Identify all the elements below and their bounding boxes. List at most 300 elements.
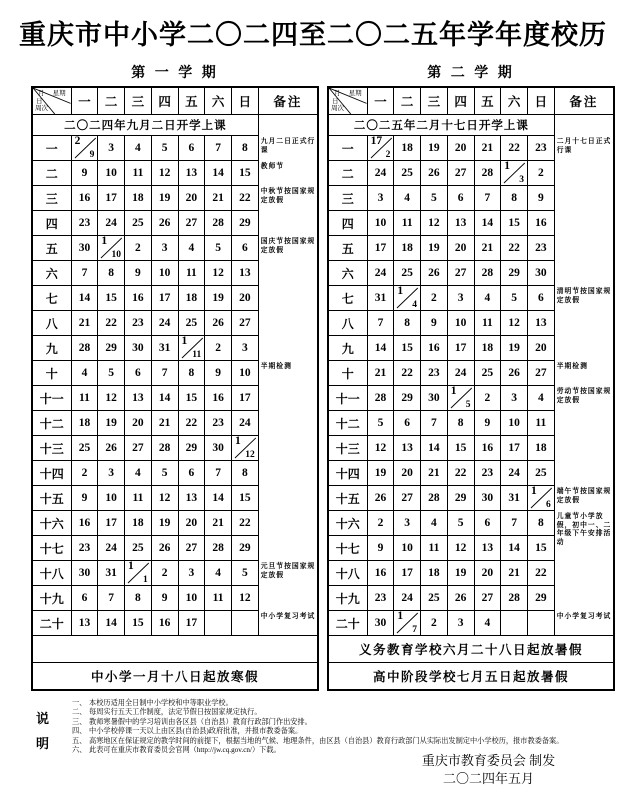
calendar-day-cell: 11 xyxy=(474,311,501,336)
calendar-day-cell: 26 xyxy=(151,536,178,561)
calendar-day-cell: 6 xyxy=(447,186,474,211)
calendar-day-cell: 27 xyxy=(447,161,474,186)
calendar-day-cell: 7 xyxy=(421,411,448,436)
week-number-label: 十 xyxy=(328,361,367,386)
calendar-day-cell: 19 xyxy=(501,336,528,361)
calendar-day-cell: 26 xyxy=(501,361,528,386)
calendar-day-cell: 12 xyxy=(447,536,474,561)
month-transition-cell xyxy=(394,611,420,635)
remark-note: 中小学复习考试 xyxy=(556,613,612,620)
week-number-label: 五 xyxy=(328,236,367,261)
calendar-day-cell: 13 xyxy=(125,386,152,411)
calendar-day-cell: 21 xyxy=(474,136,501,161)
weekday-header: 四 xyxy=(447,87,474,115)
remark-note: 半期检测 xyxy=(556,363,588,370)
calendar-day-cell: 11 xyxy=(125,486,152,511)
calendar-day-cell: 3 xyxy=(367,186,394,211)
calendar-day-cell: 4 xyxy=(71,361,98,386)
calendar-day-cell: 23 xyxy=(474,461,501,486)
calendar-day-cell: 18 xyxy=(527,436,554,461)
month-transition-cell xyxy=(98,236,124,260)
month-transition-cell xyxy=(448,386,474,410)
calendar-day-cell: 4 xyxy=(125,136,152,161)
day-number: 1 xyxy=(181,335,188,347)
calendar-day-cell: 28 xyxy=(421,486,448,511)
calendar-day-cell: 2 xyxy=(527,161,554,186)
week-number-label: 三 xyxy=(32,186,71,211)
calendar-day-cell: 28 xyxy=(71,336,98,361)
calendar-day-cell: 10 xyxy=(98,161,125,186)
legend-item xyxy=(72,737,602,746)
legend-items xyxy=(72,699,602,755)
legend-item xyxy=(72,727,602,736)
calendar-day-cell: 19 xyxy=(447,561,474,586)
calendar-day-cell: 16 xyxy=(151,611,178,636)
calendar-day-cell: 9 xyxy=(421,311,448,336)
calendar-day-cell xyxy=(231,611,258,636)
calendar-day-cell: 4 xyxy=(394,186,421,211)
calendar-day-cell: 3 xyxy=(98,461,125,486)
calendar-day-cell: 29 xyxy=(527,586,554,611)
calendar-day-cell: 9 xyxy=(527,186,554,211)
remark-note: 儿童节小学放假，初中一、二年级下午安排活动 xyxy=(556,513,612,546)
calendar-day-cell: 20 xyxy=(231,286,258,311)
calendar-day-cell: 29 xyxy=(231,536,258,561)
calendar-day-cell: 14 xyxy=(205,486,232,511)
new-month-number: 12 xyxy=(245,450,255,460)
calendar-day-cell: 6 xyxy=(178,461,205,486)
calendar-day-cell: 17 xyxy=(178,611,205,636)
calendar-day-cell: 24 xyxy=(98,536,125,561)
calendar-day-cell: 19 xyxy=(367,461,394,486)
calendar-day-cell: 18 xyxy=(125,511,152,536)
table-footer-note: 高中阶段学校七月五日起放暑假 xyxy=(328,663,614,691)
calendar-day-cell: 3 xyxy=(447,611,474,636)
weekday-header: 二 xyxy=(394,87,421,115)
calendar-day-cell: 20 xyxy=(447,236,474,261)
calendar-day-cell: 22 xyxy=(527,561,554,586)
calendar-day-cell: 9 xyxy=(71,486,98,511)
calendar-day-cell: 5 xyxy=(447,511,474,536)
calendar-day-cell: 10 xyxy=(394,536,421,561)
week-number-label: 二 xyxy=(328,161,367,186)
calendar-day-cell: 15 xyxy=(125,611,152,636)
calendar-day-cell xyxy=(125,561,152,586)
corner-cell xyxy=(32,87,71,115)
calendar-day-cell xyxy=(98,236,125,261)
opening-announcement: 二〇二四年九月二日开学上课 xyxy=(32,115,258,136)
calendar-day-cell: 18 xyxy=(125,186,152,211)
calendar-day-cell: 15 xyxy=(98,286,125,311)
calendar-day-cell: 26 xyxy=(151,211,178,236)
calendar-day-cell: 15 xyxy=(394,336,421,361)
calendar-day-cell: 17 xyxy=(394,561,421,586)
calendar-day-cell: 5 xyxy=(421,186,448,211)
calendar-day-cell: 21 xyxy=(367,361,394,386)
calendar-day-cell: 8 xyxy=(527,511,554,536)
calendar-day-cell: 24 xyxy=(447,361,474,386)
calendar-day-cell: 15 xyxy=(231,161,258,186)
calendar-day-cell: 31 xyxy=(151,336,178,361)
week-number-label: 四 xyxy=(328,211,367,236)
calendar-day-cell: 30 xyxy=(71,561,98,586)
remark-note: 教师节 xyxy=(260,163,285,170)
calendar-day-cell: 10 xyxy=(447,311,474,336)
calendar-day-cell: 10 xyxy=(178,586,205,611)
calendar-day-cell: 10 xyxy=(98,486,125,511)
calendar-day-cell: 24 xyxy=(367,261,394,286)
calendar-day-cell: 15 xyxy=(178,386,205,411)
day-number: 1 xyxy=(397,610,404,622)
calendar-day-cell: 2 xyxy=(421,286,448,311)
calendar-day-cell: 26 xyxy=(205,311,232,336)
weekday-header: 日 xyxy=(527,87,554,115)
corner-cell xyxy=(328,87,367,115)
week-number-label: 三 xyxy=(328,186,367,211)
week-number-label: 十七 xyxy=(328,536,367,561)
remark-note: 中小学复习考试 xyxy=(260,613,316,620)
calendar-day-cell: 26 xyxy=(421,161,448,186)
calendar-day-cell: 28 xyxy=(205,211,232,236)
calendar-day-cell: 17 xyxy=(98,186,125,211)
calendar-day-cell: 30 xyxy=(205,436,232,461)
calendar-day-cell xyxy=(527,611,554,636)
calendar-day-cell: 13 xyxy=(474,536,501,561)
calendar-day-cell: 30 xyxy=(474,486,501,511)
week-number-label: 六 xyxy=(32,261,71,286)
calendar-day-cell: 23 xyxy=(71,211,98,236)
week-number-label: 二 xyxy=(32,161,71,186)
calendar-day-cell: 23 xyxy=(367,586,394,611)
legend-item-number: 六、 xyxy=(72,746,87,755)
calendar-day-cell: 25 xyxy=(527,461,554,486)
calendar-day-cell: 30 xyxy=(367,611,394,636)
calendar-day-cell: 9 xyxy=(71,161,98,186)
day-number: 1 xyxy=(450,385,457,397)
semester-block-second xyxy=(327,62,615,691)
calendar-day-cell: 4 xyxy=(178,236,205,261)
legend-item-number: 二、 xyxy=(72,708,87,717)
corner-weekno-label: 周次 xyxy=(35,104,48,112)
calendar-day-cell: 19 xyxy=(421,236,448,261)
calendar-day-cell: 11 xyxy=(178,261,205,286)
calendar-day-cell: 16 xyxy=(71,511,98,536)
calendar-day-cell: 22 xyxy=(231,186,258,211)
week-number-label: 十九 xyxy=(32,586,71,611)
calendar-day-cell: 18 xyxy=(71,411,98,436)
calendar-day-cell: 22 xyxy=(231,511,258,536)
week-number-label: 十六 xyxy=(32,511,71,536)
week-number-label: 十七 xyxy=(32,536,71,561)
calendar-day-cell: 12 xyxy=(501,311,528,336)
issuer-block xyxy=(381,752,596,788)
week-number-label: 一 xyxy=(32,136,71,161)
weekday-header: 日 xyxy=(231,87,258,115)
calendar-day-cell: 11 xyxy=(205,586,232,611)
calendar-day-cell: 25 xyxy=(421,586,448,611)
calendar-day-cell: 29 xyxy=(178,436,205,461)
opening-announcement: 二〇二五年二月十七日开学上课 xyxy=(328,115,554,136)
calendar-day-cell: 21 xyxy=(474,236,501,261)
calendar-day-cell: 2 xyxy=(474,386,501,411)
day-number: 2 xyxy=(74,135,81,147)
calendar-day-cell: 25 xyxy=(125,536,152,561)
calendar-day-cell: 27 xyxy=(447,261,474,286)
calendar-table-first xyxy=(31,86,319,691)
day-number: 17 xyxy=(370,135,383,147)
calendar-day-cell: 13 xyxy=(178,486,205,511)
calendar-day-cell: 9 xyxy=(474,411,501,436)
calendar-day-cell: 14 xyxy=(98,611,125,636)
legend-item xyxy=(72,718,602,727)
legend-item-number: 五、 xyxy=(72,736,87,745)
calendar-day-cell: 24 xyxy=(394,586,421,611)
remark-note: 二月十七日正式行课 xyxy=(556,138,612,154)
calendar-day-cell: 18 xyxy=(394,136,421,161)
month-transition-cell xyxy=(232,436,258,460)
week-number-label: 十八 xyxy=(32,561,71,586)
week-number-label: 二十 xyxy=(32,611,71,636)
new-month-number: 1 xyxy=(143,575,148,585)
calendar-day-cell: 30 xyxy=(125,336,152,361)
calendar-day-cell: 29 xyxy=(394,386,421,411)
legend-section xyxy=(36,699,626,755)
week-number-label: 十一 xyxy=(32,386,71,411)
calendar-day-cell: 15 xyxy=(501,211,528,236)
calendar-day-cell: 28 xyxy=(474,261,501,286)
calendar-day-cell xyxy=(527,486,554,511)
remark-note: 清明节按国家规定放假 xyxy=(556,288,612,304)
corner-weekday-label: 星期 xyxy=(52,90,66,97)
calendar-day-cell: 28 xyxy=(474,161,501,186)
calendar-day-cell: 9 xyxy=(125,261,152,286)
calendar-day-cell: 5 xyxy=(98,361,125,386)
calendar-day-cell: 21 xyxy=(205,511,232,536)
remark-note: 端午节按国家规定放假 xyxy=(556,488,612,504)
calendar-day-cell xyxy=(394,286,421,311)
table-footer-note xyxy=(32,636,318,663)
week-number-label: 七 xyxy=(32,286,71,311)
remark-note: 元旦节按国家规定放假 xyxy=(260,563,316,579)
corner-weekday-label: 星期 xyxy=(348,90,362,97)
calendar-day-cell: 2 xyxy=(421,611,448,636)
calendar-day-cell: 16 xyxy=(527,211,554,236)
legend-item-number: 一、 xyxy=(72,699,87,707)
calendar-day-cell: 16 xyxy=(205,386,232,411)
calendar-day-cell: 25 xyxy=(394,261,421,286)
calendar-day-cell: 9 xyxy=(367,536,394,561)
corner-day-label: 日 xyxy=(36,98,43,105)
calendar-day-cell xyxy=(231,436,258,461)
calendar-day-cell: 25 xyxy=(394,161,421,186)
calendar-day-cell: 27 xyxy=(474,586,501,611)
weekday-header: 六 xyxy=(205,87,232,115)
calendar-day-cell: 18 xyxy=(394,236,421,261)
legend-label-char: 说 xyxy=(36,711,50,726)
calendar-day-cell: 22 xyxy=(501,136,528,161)
calendar-day-cell: 17 xyxy=(151,286,178,311)
calendar-day-cell: 8 xyxy=(447,411,474,436)
calendar-day-cell: 17 xyxy=(501,436,528,461)
weekday-header: 四 xyxy=(151,87,178,115)
calendar-day-cell: 28 xyxy=(501,586,528,611)
calendar-day-cell: 14 xyxy=(367,336,394,361)
calendar-day-cell: 18 xyxy=(178,286,205,311)
day-number: 1 xyxy=(101,235,108,247)
calendar-day-cell: 2 xyxy=(367,511,394,536)
calendar-day-cell: 19 xyxy=(205,286,232,311)
week-number-label: 十二 xyxy=(32,411,71,436)
calendar-day-cell: 29 xyxy=(501,261,528,286)
calendar-day-cell: 21 xyxy=(421,461,448,486)
page-title: 重庆市中小学二〇二四至二〇二五年学年度校历 xyxy=(19,20,607,50)
calendar-day-cell: 13 xyxy=(231,261,258,286)
calendar-day-cell: 7 xyxy=(98,586,125,611)
calendar-day-cell: 15 xyxy=(231,486,258,511)
new-month-number: 6 xyxy=(545,500,551,510)
calendar-day-cell: 16 xyxy=(421,336,448,361)
calendar-day-cell: 13 xyxy=(178,161,205,186)
week-number-label: 十三 xyxy=(328,436,367,461)
day-number: 1 xyxy=(397,285,404,297)
calendar-day-cell: 3 xyxy=(447,286,474,311)
issue-date: 二〇二四年五月 xyxy=(442,771,534,786)
calendar-day-cell xyxy=(501,611,528,636)
week-number-label: 七 xyxy=(328,286,367,311)
calendar-day-cell: 27 xyxy=(527,361,554,386)
calendar-day-cell: 2 xyxy=(71,461,98,486)
calendar-day-cell: 9 xyxy=(151,586,178,611)
calendar-day-cell: 8 xyxy=(501,186,528,211)
calendar-day-cell: 15 xyxy=(447,436,474,461)
calendar-day-cell: 4 xyxy=(125,461,152,486)
issuer-name: 重庆市教育委员会 制发 xyxy=(421,753,556,768)
week-number-label: 十二 xyxy=(328,411,367,436)
remark-note: 国庆节按国家规定放假 xyxy=(260,238,316,254)
calendar-day-cell xyxy=(367,136,394,161)
calendar-day-cell: 14 xyxy=(474,211,501,236)
month-transition-cell xyxy=(501,161,527,185)
remarks-header: 备注 xyxy=(258,87,318,115)
weekday-header: 一 xyxy=(367,87,394,115)
week-number-label: 十三 xyxy=(32,436,71,461)
calendar-day-cell: 20 xyxy=(125,411,152,436)
calendar-day-cell xyxy=(501,161,528,186)
calendar-day-cell: 12 xyxy=(421,211,448,236)
calendar-day-cell: 3 xyxy=(394,511,421,536)
semester-title-second: 第 二 学 期 xyxy=(427,66,515,81)
week-number-label: 九 xyxy=(32,336,71,361)
calendar-day-cell: 8 xyxy=(178,361,205,386)
calendar-day-cell: 10 xyxy=(151,261,178,286)
legend-item-text: 高寒地区在保证规定的教学时间的前提下，根据当地的气候、地理条件，由区县（自治县）教育行政部门从实际出发制定中小学校历，报市教委备案。 xyxy=(89,736,564,745)
calendar-day-cell: 23 xyxy=(527,136,554,161)
calendar-day-cell: 27 xyxy=(178,536,205,561)
calendar-day-cell: 29 xyxy=(447,486,474,511)
calendar-day-cell: 30 xyxy=(527,261,554,286)
week-number-label: 六 xyxy=(328,261,367,286)
calendar-day-cell: 16 xyxy=(125,286,152,311)
new-month-number: 5 xyxy=(465,400,471,410)
calendar-day-cell: 12 xyxy=(367,436,394,461)
calendar-day-cell xyxy=(178,336,205,361)
calendar-day-cell: 5 xyxy=(151,461,178,486)
calendar-day-cell: 12 xyxy=(151,161,178,186)
legend-item-text: 每周实行五天工作制度，法定节假日按国家规定执行。 xyxy=(89,708,262,717)
legend-item-number: 三、 xyxy=(72,717,87,726)
calendar-day-cell: 31 xyxy=(501,486,528,511)
calendar-day-cell: 11 xyxy=(527,411,554,436)
calendar-day-cell: 14 xyxy=(151,386,178,411)
calendar-day-cell: 12 xyxy=(231,586,258,611)
weekday-header: 六 xyxy=(501,87,528,115)
calendar-day-cell: 11 xyxy=(125,161,152,186)
week-number-label: 十四 xyxy=(32,461,71,486)
calendar-day-cell: 8 xyxy=(231,136,258,161)
calendar-day-cell: 18 xyxy=(421,561,448,586)
new-month-number: 7 xyxy=(412,625,418,635)
calendar-day-cell: 21 xyxy=(205,186,232,211)
calendar-day-cell: 5 xyxy=(205,236,232,261)
weekday-header: 三 xyxy=(421,87,448,115)
week-number-label: 十八 xyxy=(328,561,367,586)
legend-item-text: 本校历适用全日制中小学校和中等职业学校。 xyxy=(89,699,233,707)
calendar-day-cell: 31 xyxy=(367,286,394,311)
calendar-day-cell: 26 xyxy=(367,486,394,511)
remark-note: 中秋节按国家规定放假 xyxy=(260,188,316,204)
calendar-day-cell: 27 xyxy=(178,211,205,236)
legend-label-char: 明 xyxy=(36,736,50,751)
calendar-day-cell: 4 xyxy=(474,286,501,311)
calendar-day-cell: 17 xyxy=(367,236,394,261)
week-number-label: 十 xyxy=(32,361,71,386)
week-number-label: 十一 xyxy=(328,386,367,411)
calendar-day-cell: 13 xyxy=(447,211,474,236)
calendar-day-cell xyxy=(71,136,98,161)
calendar-day-cell: 6 xyxy=(474,511,501,536)
calendar-day-cell: 6 xyxy=(527,286,554,311)
month-transition-cell xyxy=(528,486,554,510)
calendar-day-cell: 8 xyxy=(231,461,258,486)
calendar-day-cell: 27 xyxy=(394,486,421,511)
calendar-day-cell: 25 xyxy=(474,361,501,386)
legend-item xyxy=(72,708,602,717)
calendar-day-cell: 11 xyxy=(394,211,421,236)
calendar-day-cell: 9 xyxy=(205,361,232,386)
calendar-day-cell: 21 xyxy=(501,561,528,586)
calendar-day-cell: 13 xyxy=(71,611,98,636)
day-number: 1 xyxy=(234,435,241,447)
remarks-header: 备注 xyxy=(554,87,614,115)
day-number: 1 xyxy=(530,485,537,497)
week-number-label: 五 xyxy=(32,236,71,261)
legend-item-text: 此表可在重庆市教育委员会官网（http://jw.cq.gov.cn/）下载。 xyxy=(89,746,281,755)
calendar-day-cell: 16 xyxy=(474,436,501,461)
semester-title-first: 第 一 学 期 xyxy=(131,66,219,81)
calendar-day-cell: 19 xyxy=(421,136,448,161)
calendar-day-cell: 12 xyxy=(151,486,178,511)
calendar-day-cell: 24 xyxy=(98,211,125,236)
calendar-day-cell: 10 xyxy=(231,361,258,386)
week-number-label: 十九 xyxy=(328,586,367,611)
new-month-number: 11 xyxy=(192,350,202,360)
calendar-day-cell: 23 xyxy=(125,311,152,336)
calendar-day-cell: 23 xyxy=(71,536,98,561)
calendar-day-cell: 6 xyxy=(125,361,152,386)
month-transition-cell xyxy=(72,136,98,160)
calendar-day-cell: 15 xyxy=(527,536,554,561)
calendar-day-cell: 17 xyxy=(231,386,258,411)
